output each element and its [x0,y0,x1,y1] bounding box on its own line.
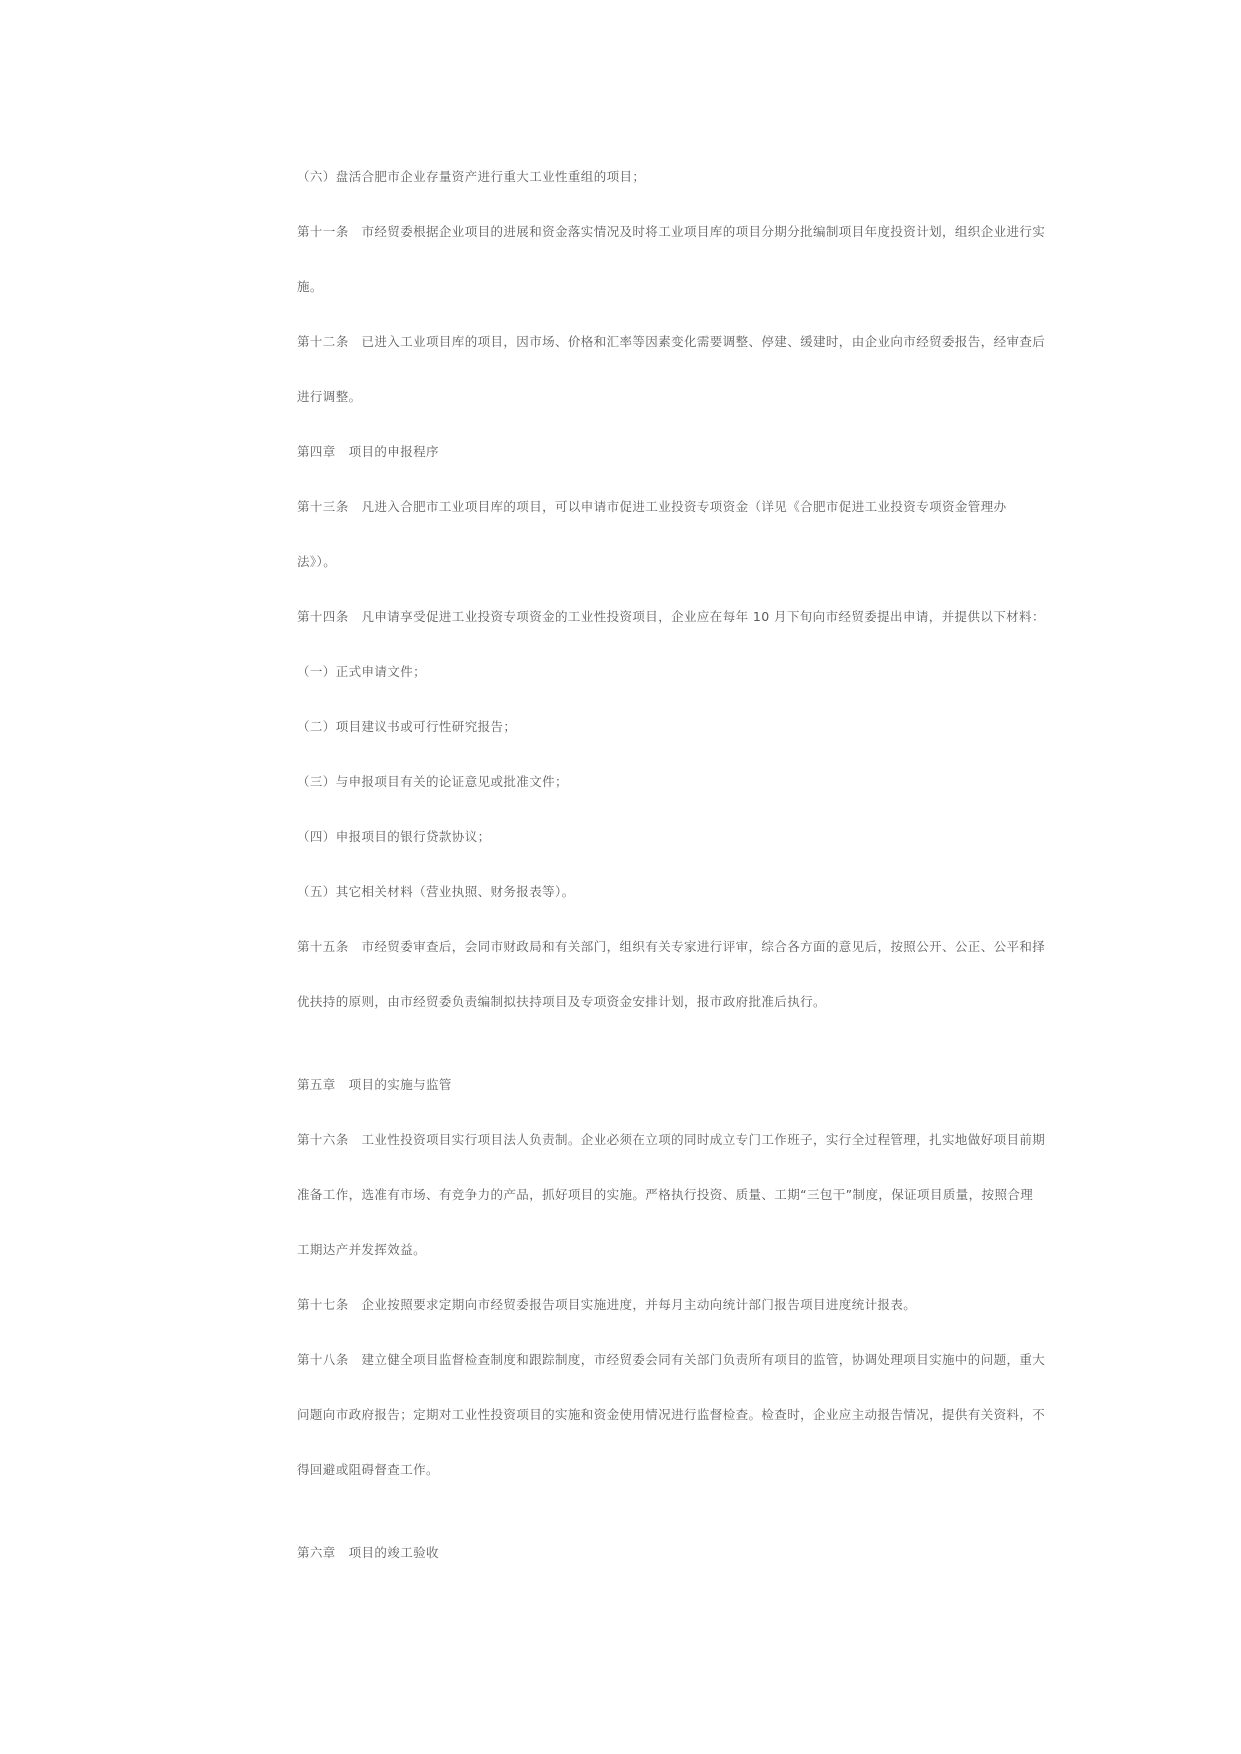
text-line: 第十四条 凡申请享受促进工业投资专项资金的工业性投资项目，企业应在每年 10 月下旬向市经贸委提出申请，并提供以下材料： [297,609,1045,624]
list-item: （五）其它相关材料（营业执照、财务报表等）。 [297,884,575,899]
text-line: 第十二条 已进入工业项目库的项目，因市场、价格和汇率等因素变化需要调整、停建、缓建时，由企业向市经贸委报告，经审查后 [297,334,1046,349]
text-line: 第十七条 企业按照要求定期向市经贸委报告项目实施进度，并每月主动向统计部门报告项目进度统计报表。 [297,1297,917,1312]
text-line: 第十一条 市经贸委根据企业项目的进展和资金落实情况及时将工业项目库的项目分期分批编制项目年度投资计划，组织企业进行实 [297,224,1046,239]
text-line: 第十六条 工业性投资项目实行项目法人负责制。企业必须在立项的同时成立专门工作班子，实行全过程管理，扎实地做好项目前期 [297,1132,1046,1147]
text-line: 问题向市政府报告；定期对工业性投资项目的实施和资金使用情况进行监督检查。检查时，企业应主动报告情况，提供有关资料，不 [297,1407,1046,1422]
list-item: （四）申报项目的银行贷款协议； [297,829,491,844]
list-item: （二）项目建议书或可行性研究报告； [297,719,517,734]
chapter-heading: 第六章 项目的竣工验收 [297,1545,439,1560]
text-line: 法》）。 [297,554,337,569]
text-line: 得回避或阻碍督查工作。 [297,1462,439,1477]
text-line: 施。 [297,279,323,294]
chapter-heading: 第五章 项目的实施与监管 [297,1077,452,1092]
text-line: 第十三条 凡进入合肥市工业项目库的项目，可以申请市促进工业投资专项资金（详见《合肥市促进工业投资专项资金管理办 [297,499,1007,514]
text-line: 工期达产并发挥效益。 [297,1242,427,1257]
text-line: （六）盘活合肥市企业存量资产进行重大工业性重组的项目； [297,169,646,184]
text-line: 第十五条 市经贸委审查后，会同市财政局和有关部门，组织有关专家进行评审，综合各方面的意见后，按照公开、公正、公平和择 [297,939,1046,954]
text-line: 优扶持的原则，由市经贸委负责编制拟扶持项目及专项资金安排计划，报市政府批准后执行。 [297,994,826,1009]
text-line: 第十八条 建立健全项目监督检查制度和跟踪制度，市经贸委会同有关部门负责所有项目的监管，协调处理项目实施中的问题，重大 [297,1352,1046,1367]
chapter-heading: 第四章 项目的申报程序 [297,444,439,459]
text-line: 准备工作，选准有市场、有竞争力的产品，抓好项目的实施。严格执行投资、质量、工期“三包干”制度，保证项目质量，按照合理 [297,1187,1034,1202]
list-item: （三）与申报项目有关的论证意见或批准文件； [297,774,568,789]
text-line: 进行调整。 [297,389,362,404]
list-item: （一）正式申请文件； [297,664,427,679]
